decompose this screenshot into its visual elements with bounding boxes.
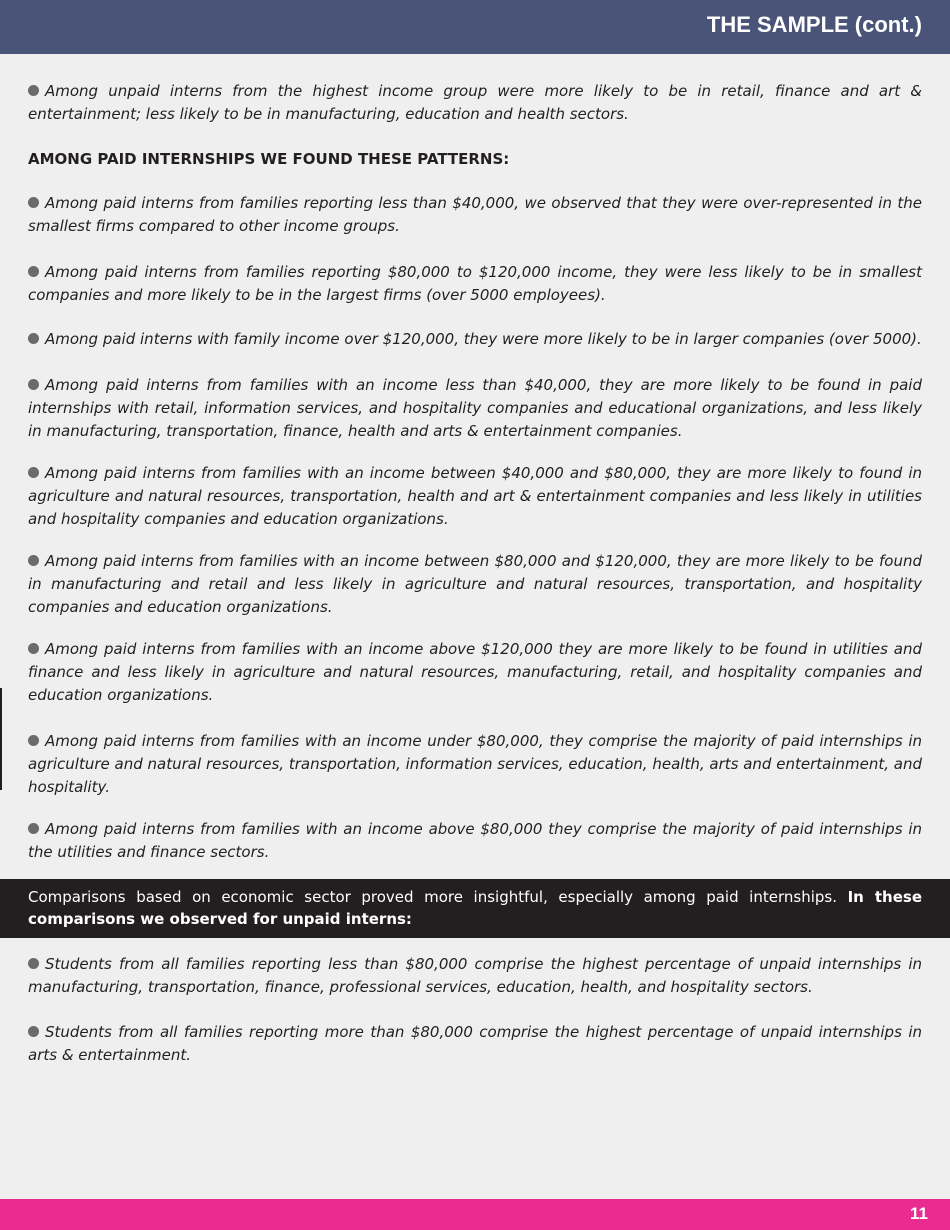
paid-bullet-3 <box>28 328 922 351</box>
paid-bullet-6 <box>28 550 922 619</box>
bullet-text: Among unpaid interns from the highest income group were more likely to be in retail, finance and art & entertainment; less likely to be in manufacturing, education and health sectors. <box>28 82 922 123</box>
bullet-icon <box>28 1026 39 1037</box>
bullet-text: Among paid interns from families with an income less than $40,000, they are more likely to be found in paid internships with retail, information services, and hospitality companies and educational organizations, and less likely in manufacturing, transportation, finance, health and arts & entertainment companies. <box>28 376 922 440</box>
unpaid-bullet-2 <box>28 1021 922 1067</box>
bullet-icon <box>28 379 39 390</box>
comparison-lead: Comparisons based on economic sector proved more insightful, especially among paid internships. <box>28 888 837 906</box>
footer-bar <box>0 1199 950 1230</box>
paid-bullet-9 <box>28 818 922 864</box>
bullet-text: Among paid interns from families with an income between $80,000 and $120,000, they are more likely to be found in manufacturing and retail and less likely in agriculture and natural resources, transportation, and hospitality companies and education organizations. <box>28 552 922 616</box>
bullet-icon <box>28 823 39 834</box>
bullet-icon <box>28 266 39 277</box>
bullet-text: Among paid interns from families reporting $80,000 to $120,000 income, they were less likely to be in smallest companies and more likely to be in the largest firms (over 5000 employees). <box>28 263 922 304</box>
bullet-text: Among paid interns from families with an income above $80,000 they comprise the majority of paid internships in the utilities and finance sectors. <box>28 820 922 861</box>
page-number: 11 <box>910 1204 928 1223</box>
bullet-text: Among paid interns from families with an income between $40,000 and $80,000, they are more likely to found in agriculture and natural resources, transportation, health and art & entertainment companies and less likely in utilities and hospitality companies and education organizations. <box>28 464 922 528</box>
side-rule <box>0 688 2 790</box>
paid-bullet-7 <box>28 638 922 707</box>
bullet-text: Among paid interns from families reporting less than $40,000, we observed that they were over-represented in the smallest firms compared to other income groups. <box>28 194 922 235</box>
section-heading: AMONG PAID INTERNSHIPS WE FOUND THESE PATTERNS: <box>28 150 510 168</box>
bullet-text: Among paid interns from families with an income above $120,000 they are more likely to be found in utilities and finance and less likely in agriculture and natural resources, manufacturing, retail, and hospitality companies and education organizations. <box>28 640 922 704</box>
unpaid-bullet-1 <box>28 953 922 999</box>
paid-bullet-8 <box>28 730 922 799</box>
bullet-text: Students from all families reporting less than $80,000 comprise the highest percentage of unpaid internships in manufacturing, transportation, finance, professional services, education, health, and hospitality sectors. <box>28 955 922 996</box>
comparison-text <box>28 886 922 930</box>
bullet-icon <box>28 555 39 566</box>
comparison-band <box>0 879 950 938</box>
bullet-icon <box>28 197 39 208</box>
intro-bullet-1 <box>28 80 922 126</box>
bullet-icon <box>28 333 39 344</box>
bullet-text: Students from all families reporting more than $80,000 comprise the highest percentage of unpaid internships in arts & entertainment. <box>28 1023 922 1064</box>
paid-bullet-4 <box>28 374 922 443</box>
comparison-bold: In these comparisons we observed for unpaid interns: <box>28 888 922 928</box>
page-title: THE SAMPLE (cont.) <box>706 12 922 37</box>
bullet-text: Among paid interns from families with an income under $80,000, they comprise the majority of paid internships in agriculture and natural resources, transportation, information services, education, health, arts and entertainment, and hospitality. <box>28 732 922 796</box>
bullet-icon <box>28 958 39 969</box>
paid-bullet-2 <box>28 261 922 307</box>
bullet-icon <box>28 467 39 478</box>
bullet-icon <box>28 85 39 96</box>
paid-bullet-1 <box>28 192 922 238</box>
bullet-icon <box>28 643 39 654</box>
bullet-text: Among paid interns with family income over $120,000, they were more likely to be in larger companies (over 5000). <box>45 330 922 348</box>
paid-bullet-5 <box>28 462 922 531</box>
bullet-icon <box>28 735 39 746</box>
header-bar <box>0 0 950 54</box>
